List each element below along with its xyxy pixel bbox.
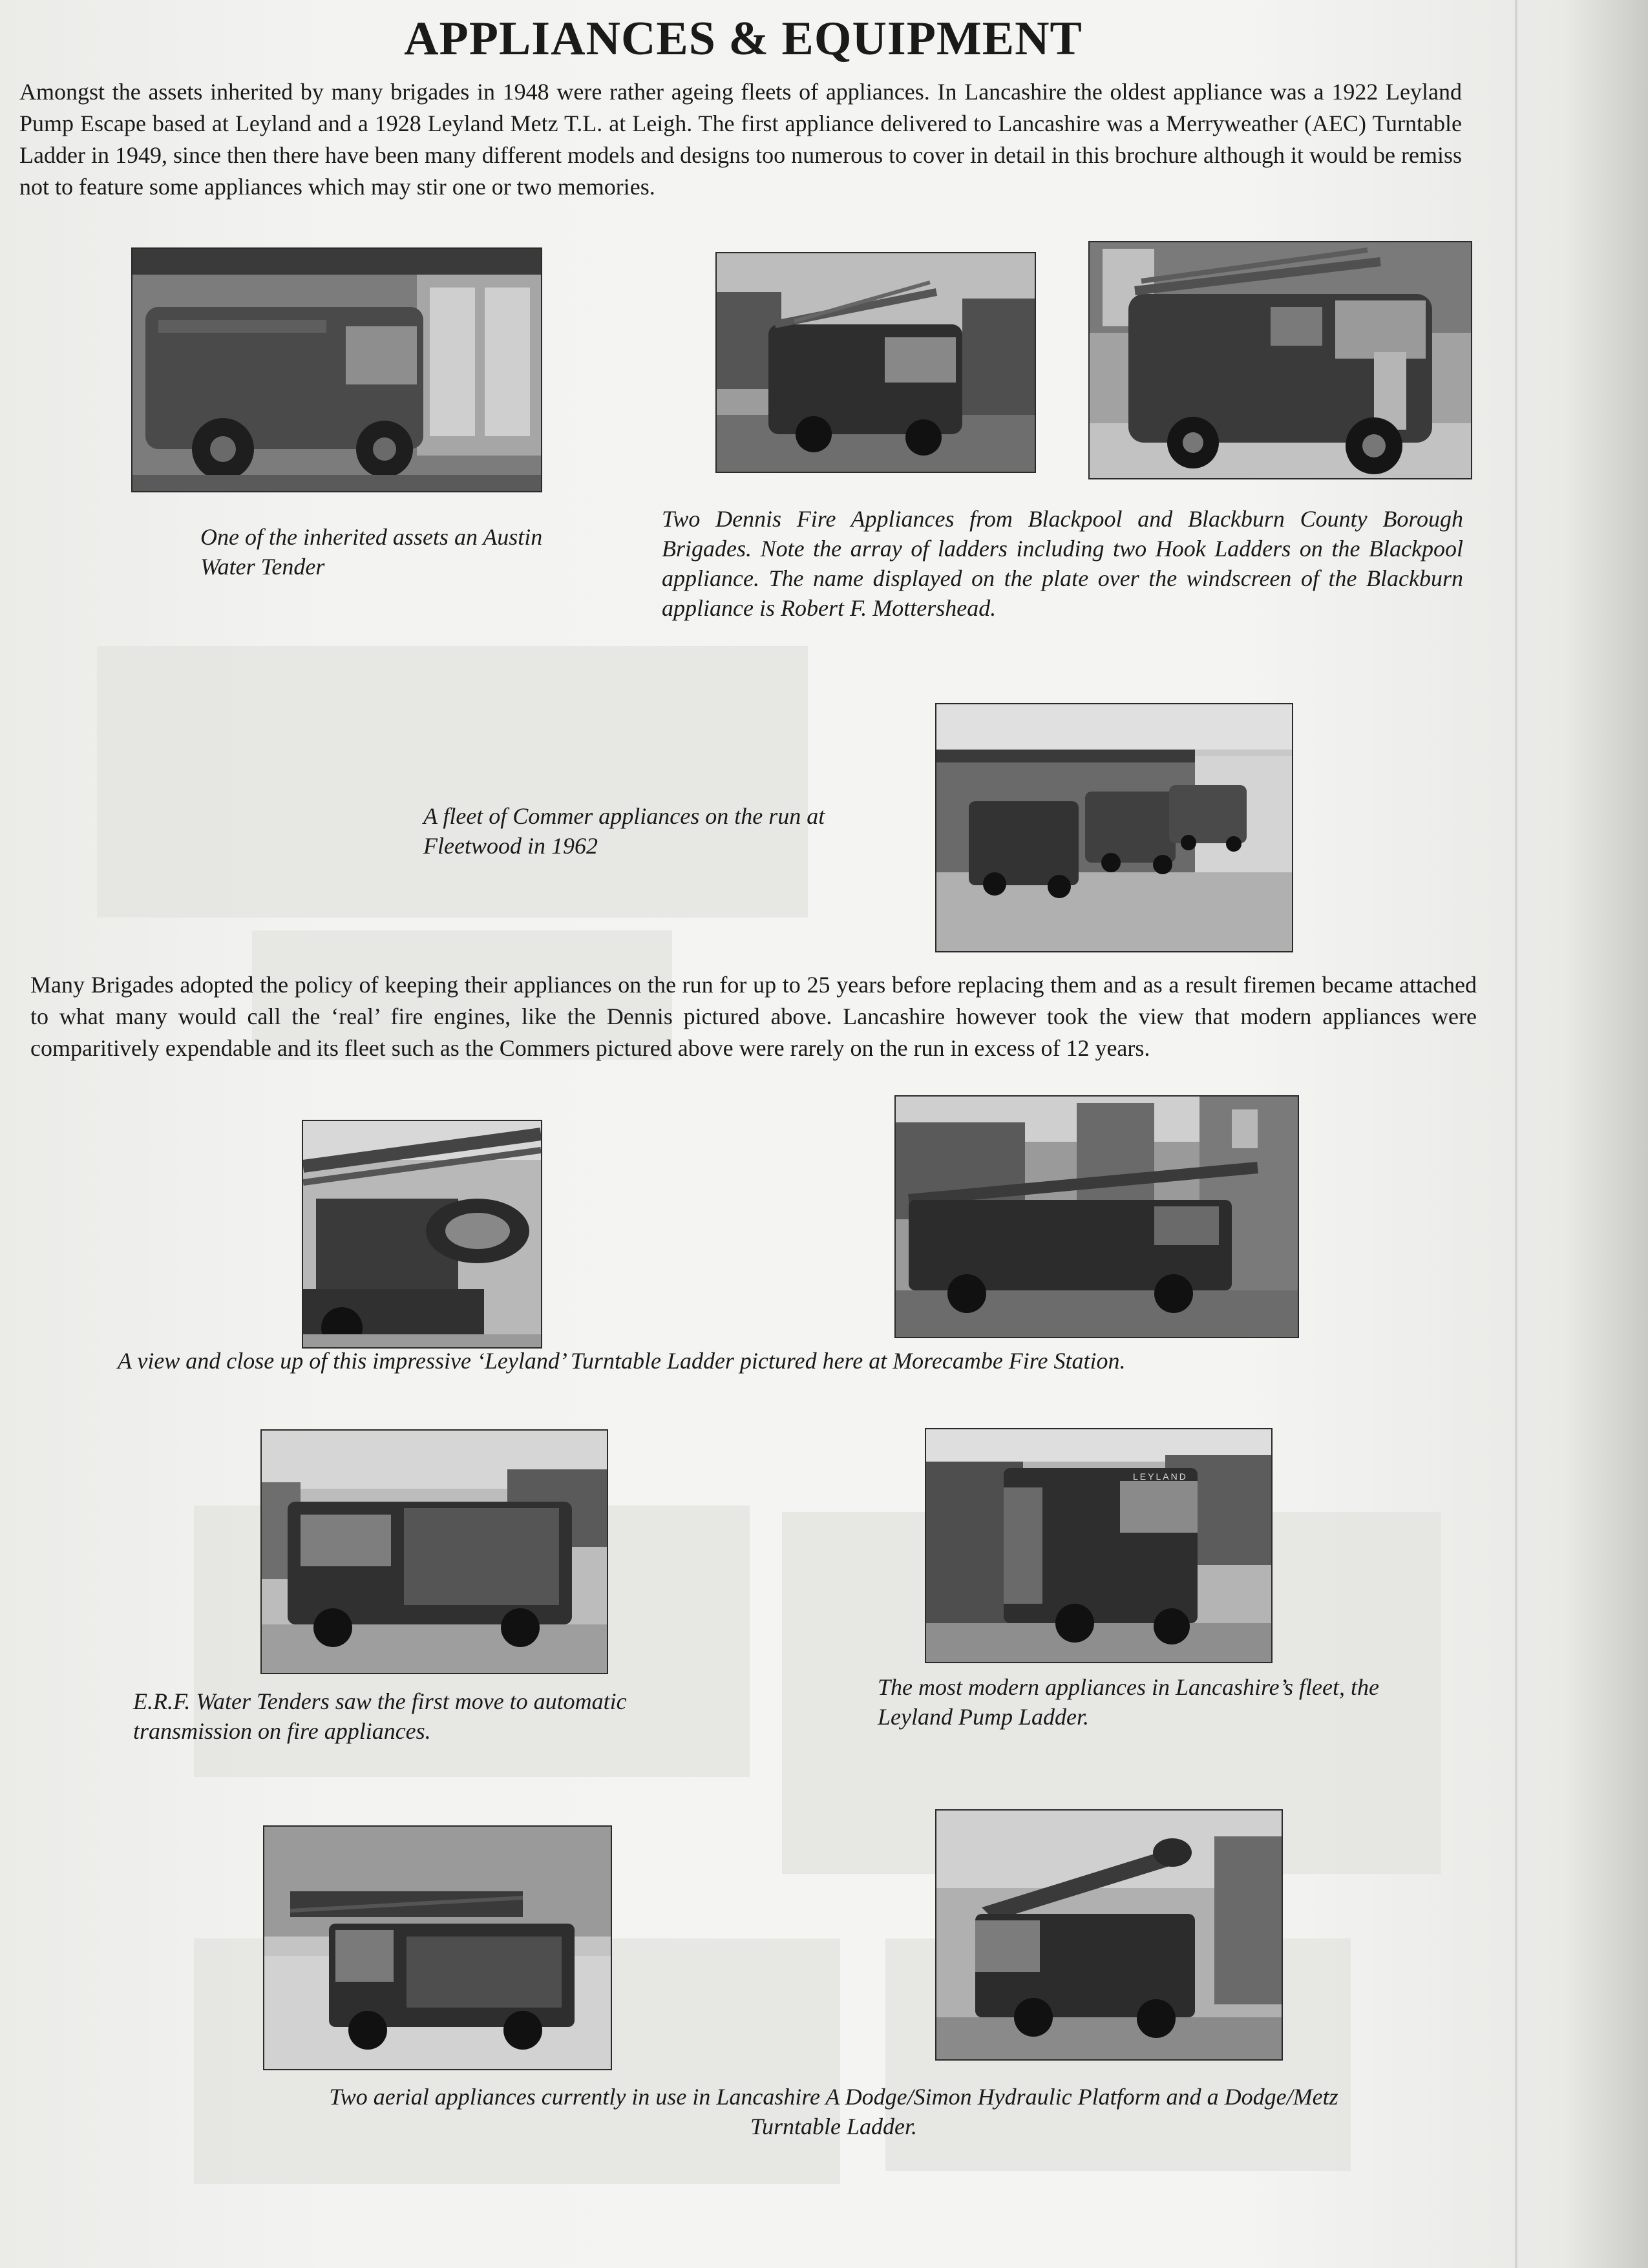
photo-leyland-tl-morecambe	[894, 1095, 1299, 1338]
photo-dennis-blackburn	[1088, 241, 1472, 479]
intro-paragraph: Amongst the assets inherited by many brigades in 1948 were rather ageing fleets of appliances. In Lancashire the oldest appliance was a 1922 Leyland Pump Escape based at Leyland and a 1928 Leyland Metz T.L. at Leigh. The first appliance delivered to Lancashire was a Merryweather (AEC) Turntable Ladder in 1949, since then there have been many different models and designs too numerous to cover in detail in this brochure although it would be remiss not to feature some appliances which may stir one or two memories.	[19, 79, 1462, 200]
middle-paragraph: Many Brigades adopted the policy of keeping their appliances on the run for up to 25 years before replacing them and as a result firemen became attached to what many would call the ‘real’ fire engines, like the Dennis pictured above. Lancashire however took the view that modern appliances were comparitively expendable and its fleet such as the Commers pictured above were rarely on the run in excess of 12 years.	[30, 972, 1477, 1061]
caption-commer-fleet: A fleet of Commer appliances on the run at Fleetwood in 1962	[423, 803, 825, 859]
show-through-block	[97, 646, 808, 918]
photo-dodge-simon-platform	[263, 1825, 612, 2070]
pump-ladder-cab-name: LEYLAND	[1133, 1471, 1188, 1482]
photo-dennis-blackpool	[715, 252, 1036, 473]
photo-austin-water-tender	[131, 247, 542, 492]
caption-leyland-pump-ladder: The most modern appliances in Lancashire’s fleet, the Leyland Pump Ladder.	[878, 1674, 1379, 1730]
caption-austin-water-tender: One of the inherited assets an Austin Water Tender	[200, 524, 543, 580]
caption-dennis-appliances: Two Dennis Fire Appliances from Blackpool and Blackburn County Borough Brigades. Note the array of ladders including two Hook Ladders on the Blackpool appliance. The name displayed on the plate over the windscreen of the Blackburn appliance is Robert F. Mottershead.	[662, 506, 1463, 621]
page-fold-line	[1515, 0, 1517, 2268]
photo-erf-water-tender	[260, 1429, 608, 1674]
page-spine-shadow	[1564, 0, 1648, 2268]
page-title: APPLIANCES & EQUIPMENT	[404, 12, 1083, 65]
photo-leyland-tl-closeup	[302, 1120, 542, 1349]
caption-leyland-turntable-ladder: A view and close up of this impressive ‘Leyland’ Turntable Ladder pictured here at Morecambe Fire Station.	[118, 1348, 1126, 1374]
photo-dodge-metz-turntable-ladder	[935, 1809, 1283, 2061]
caption-aerial-appliances: Two aerial appliances currently in use in Lancashire A Dodge/Simon Hydraulic Platform and a Dodge/Metz Turntable Ladder.	[329, 2084, 1338, 2139]
photo-commer-fleet	[935, 703, 1293, 952]
photo-leyland-pump-ladder	[925, 1428, 1273, 1663]
caption-erf-water-tenders: E.R.F. Water Tenders saw the first move to automatic transmission on fire appliances.	[133, 1688, 627, 1744]
